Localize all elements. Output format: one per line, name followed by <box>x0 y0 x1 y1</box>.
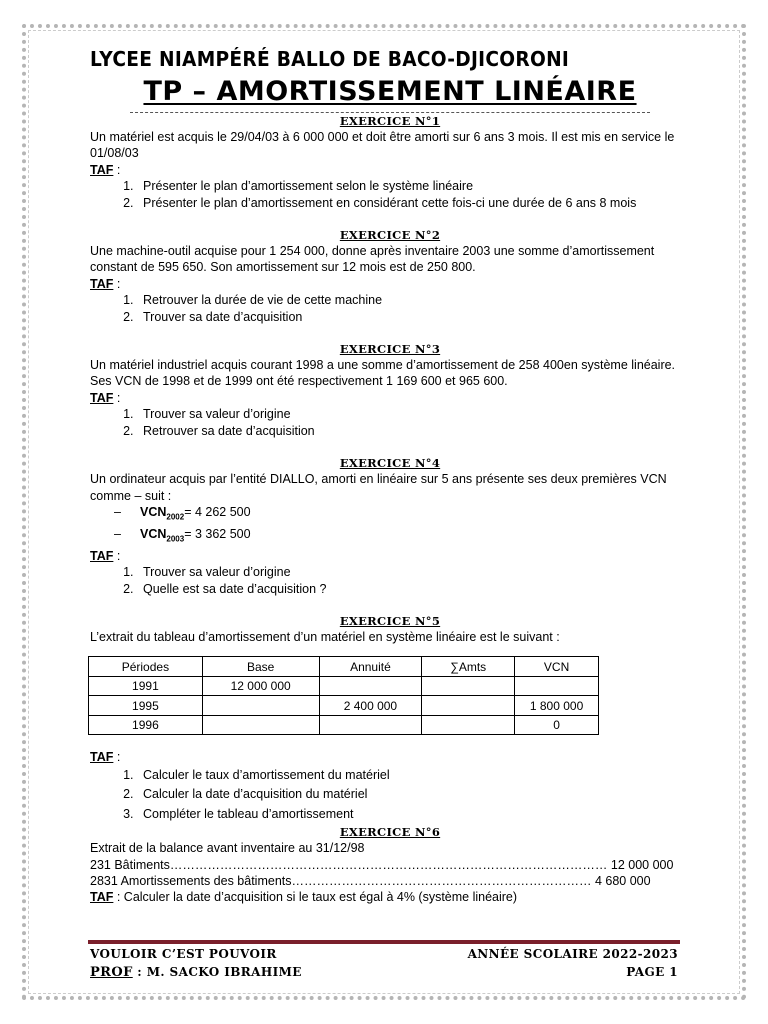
exercise-6-task: TAF : Calculer la date d’acquisition si le taux est égal à 4% (système linéaire) <box>90 890 518 905</box>
exercise-4-title: EXERCICE N°4 <box>339 456 441 471</box>
exercise-4-text: Un ordinateur acquis par l’entité DIALLO, amorti en linéaire sur 5 ans présente ses deux premières VCN comme – suit : <box>90 472 667 503</box>
amortization-table <box>88 656 599 735</box>
exercise-5-title: EXERCICE N°5 <box>339 613 441 628</box>
exercise-5 <box>90 613 690 824</box>
exercise-1 <box>90 113 690 211</box>
column-header: Annuité <box>319 657 422 677</box>
footer-top <box>90 947 678 961</box>
exercise-1-tasks <box>137 178 690 211</box>
table-cell: 1996 <box>89 715 203 735</box>
exercise-6-title: EXERCICE N°6 <box>339 825 441 840</box>
balance-line: 231 Bâtiments…………………………………………………………………………………………… 12 000 000 <box>90 857 674 872</box>
task-item: 2. Présenter le plan d’amortissement en considérant cette fois-ci une durée de 6 ans 8 mois <box>137 195 690 211</box>
exercise-3-title: EXERCICE N°3 <box>339 342 441 357</box>
exercise-5-tasks <box>137 766 690 825</box>
task-item: 1. Présenter le plan d’amortissement selon le système linéaire <box>137 178 690 194</box>
table-cell <box>202 715 319 735</box>
task-item: 2. Trouver sa date d’acquisition <box>137 309 690 325</box>
task-item: 2. Quelle est sa date d’acquisition ? <box>137 581 690 597</box>
column-header: Périodes <box>89 657 203 677</box>
exercise-3 <box>90 341 690 439</box>
footer-bottom <box>90 965 678 980</box>
exercise-3-tasks <box>137 406 690 439</box>
exercise-2-text: Une machine-outil acquise pour 1 254 000, donne après inventaire 2003 une somme d’amortissement constant de 595 650. Son amortissement sur 12 mois est de 250 800. <box>90 244 655 275</box>
table-cell <box>422 676 515 696</box>
balance-heading: Extrait de la balance avant inventaire au 31/12/98 <box>90 841 365 856</box>
document-body <box>90 44 690 906</box>
task-item: 2. Retrouver sa date d’acquisition <box>137 423 690 439</box>
footer-motto: VOULOIR C’EST POUVOIR <box>90 947 277 961</box>
footer-prof: PROF : M. SACKO IBRAHIME <box>90 965 302 980</box>
exercise-4 <box>90 455 690 597</box>
task-item: 2. Calculer la date d’acquisition du matériel <box>137 785 690 805</box>
task-item: 1. Trouver sa valeur d’origine <box>137 564 690 580</box>
task-item: 1. Trouver sa valeur d’origine <box>137 406 690 422</box>
school-name: LYCEE NIAMPÉRÉ BALLO DE BACO-DJICORONI <box>90 47 570 71</box>
table-cell: 1991 <box>89 676 203 696</box>
vcn-list <box>114 504 690 548</box>
table-cell <box>202 696 319 716</box>
table-cell: 12 000 000 <box>202 676 319 696</box>
table-header-row <box>89 657 599 677</box>
table-cell: 0 <box>515 715 599 735</box>
table-row <box>89 676 599 696</box>
footer-page-number: PAGE 1 <box>626 965 678 979</box>
table-row <box>89 715 599 735</box>
exercise-6 <box>90 824 690 906</box>
taf-label: TAF : <box>90 162 121 177</box>
column-header: Base <box>202 657 319 677</box>
exercise-3-text: Un matériel industriel acquis courant 1998 a une somme d’amortissement de 258 400en système linéaire. Ses VCN de 1998 et de 1999 ont été respectivement 1 169 600 et 965 600. <box>90 358 676 389</box>
footer-school-year: ANNÉE SCOLAIRE 2022-2023 <box>467 947 678 961</box>
table-cell <box>422 715 515 735</box>
exercise-4-tasks <box>137 564 690 597</box>
task-item: 1. Retrouver la durée de vie de cette machine <box>137 292 690 308</box>
table-cell: 1995 <box>89 696 203 716</box>
taf-label: TAF : <box>90 276 121 291</box>
table-cell <box>515 676 599 696</box>
vcn-item: – $VCN_{2002}= 4$ 262 500 <box>114 504 690 526</box>
table-row <box>89 696 599 716</box>
table-cell <box>319 676 422 696</box>
exercise-2-title: EXERCICE N°2 <box>339 228 441 243</box>
table-cell: 1 800 000 <box>515 696 599 716</box>
table-cell <box>319 715 422 735</box>
document-title: TP – AMORTISSEMENT LINÉAIRE <box>143 76 637 107</box>
task-item: 3. Compléter le tableau d’amortissement <box>137 805 690 825</box>
taf-label: TAF : <box>90 750 121 765</box>
task-item: 1. Calculer le taux d’amortissement du matériel <box>137 766 690 786</box>
taf-label: TAF : <box>90 390 121 405</box>
taf-label: TAF : <box>90 548 121 563</box>
column-header: VCN <box>515 657 599 677</box>
exercise-2 <box>90 227 690 325</box>
balance-line: 2831 Amortissements des bâtiments……………………………………………………………… 4 680 000 <box>90 874 651 889</box>
vcn-item: – $VCN_{2003}= 3$ 362 500 <box>114 526 690 548</box>
exercise-5-text: L’extrait du tableau d’amortissement d’un matériel en système linéaire est le suivant : <box>90 629 560 644</box>
table-cell: 2 400 000 <box>319 696 422 716</box>
footer-rule <box>88 940 680 944</box>
table-cell <box>422 696 515 716</box>
exercise-1-text: Un matériel est acquis le 29/04/03 à 6 000 000 et doit être amorti sur 6 ans 3 mois. Il est mis en service le 01/08/03 <box>90 130 675 161</box>
exercise-1-title: EXERCICE N°1 <box>339 114 441 128</box>
exercise-2-tasks <box>137 292 690 325</box>
column-header: ∑Amts <box>422 657 515 677</box>
